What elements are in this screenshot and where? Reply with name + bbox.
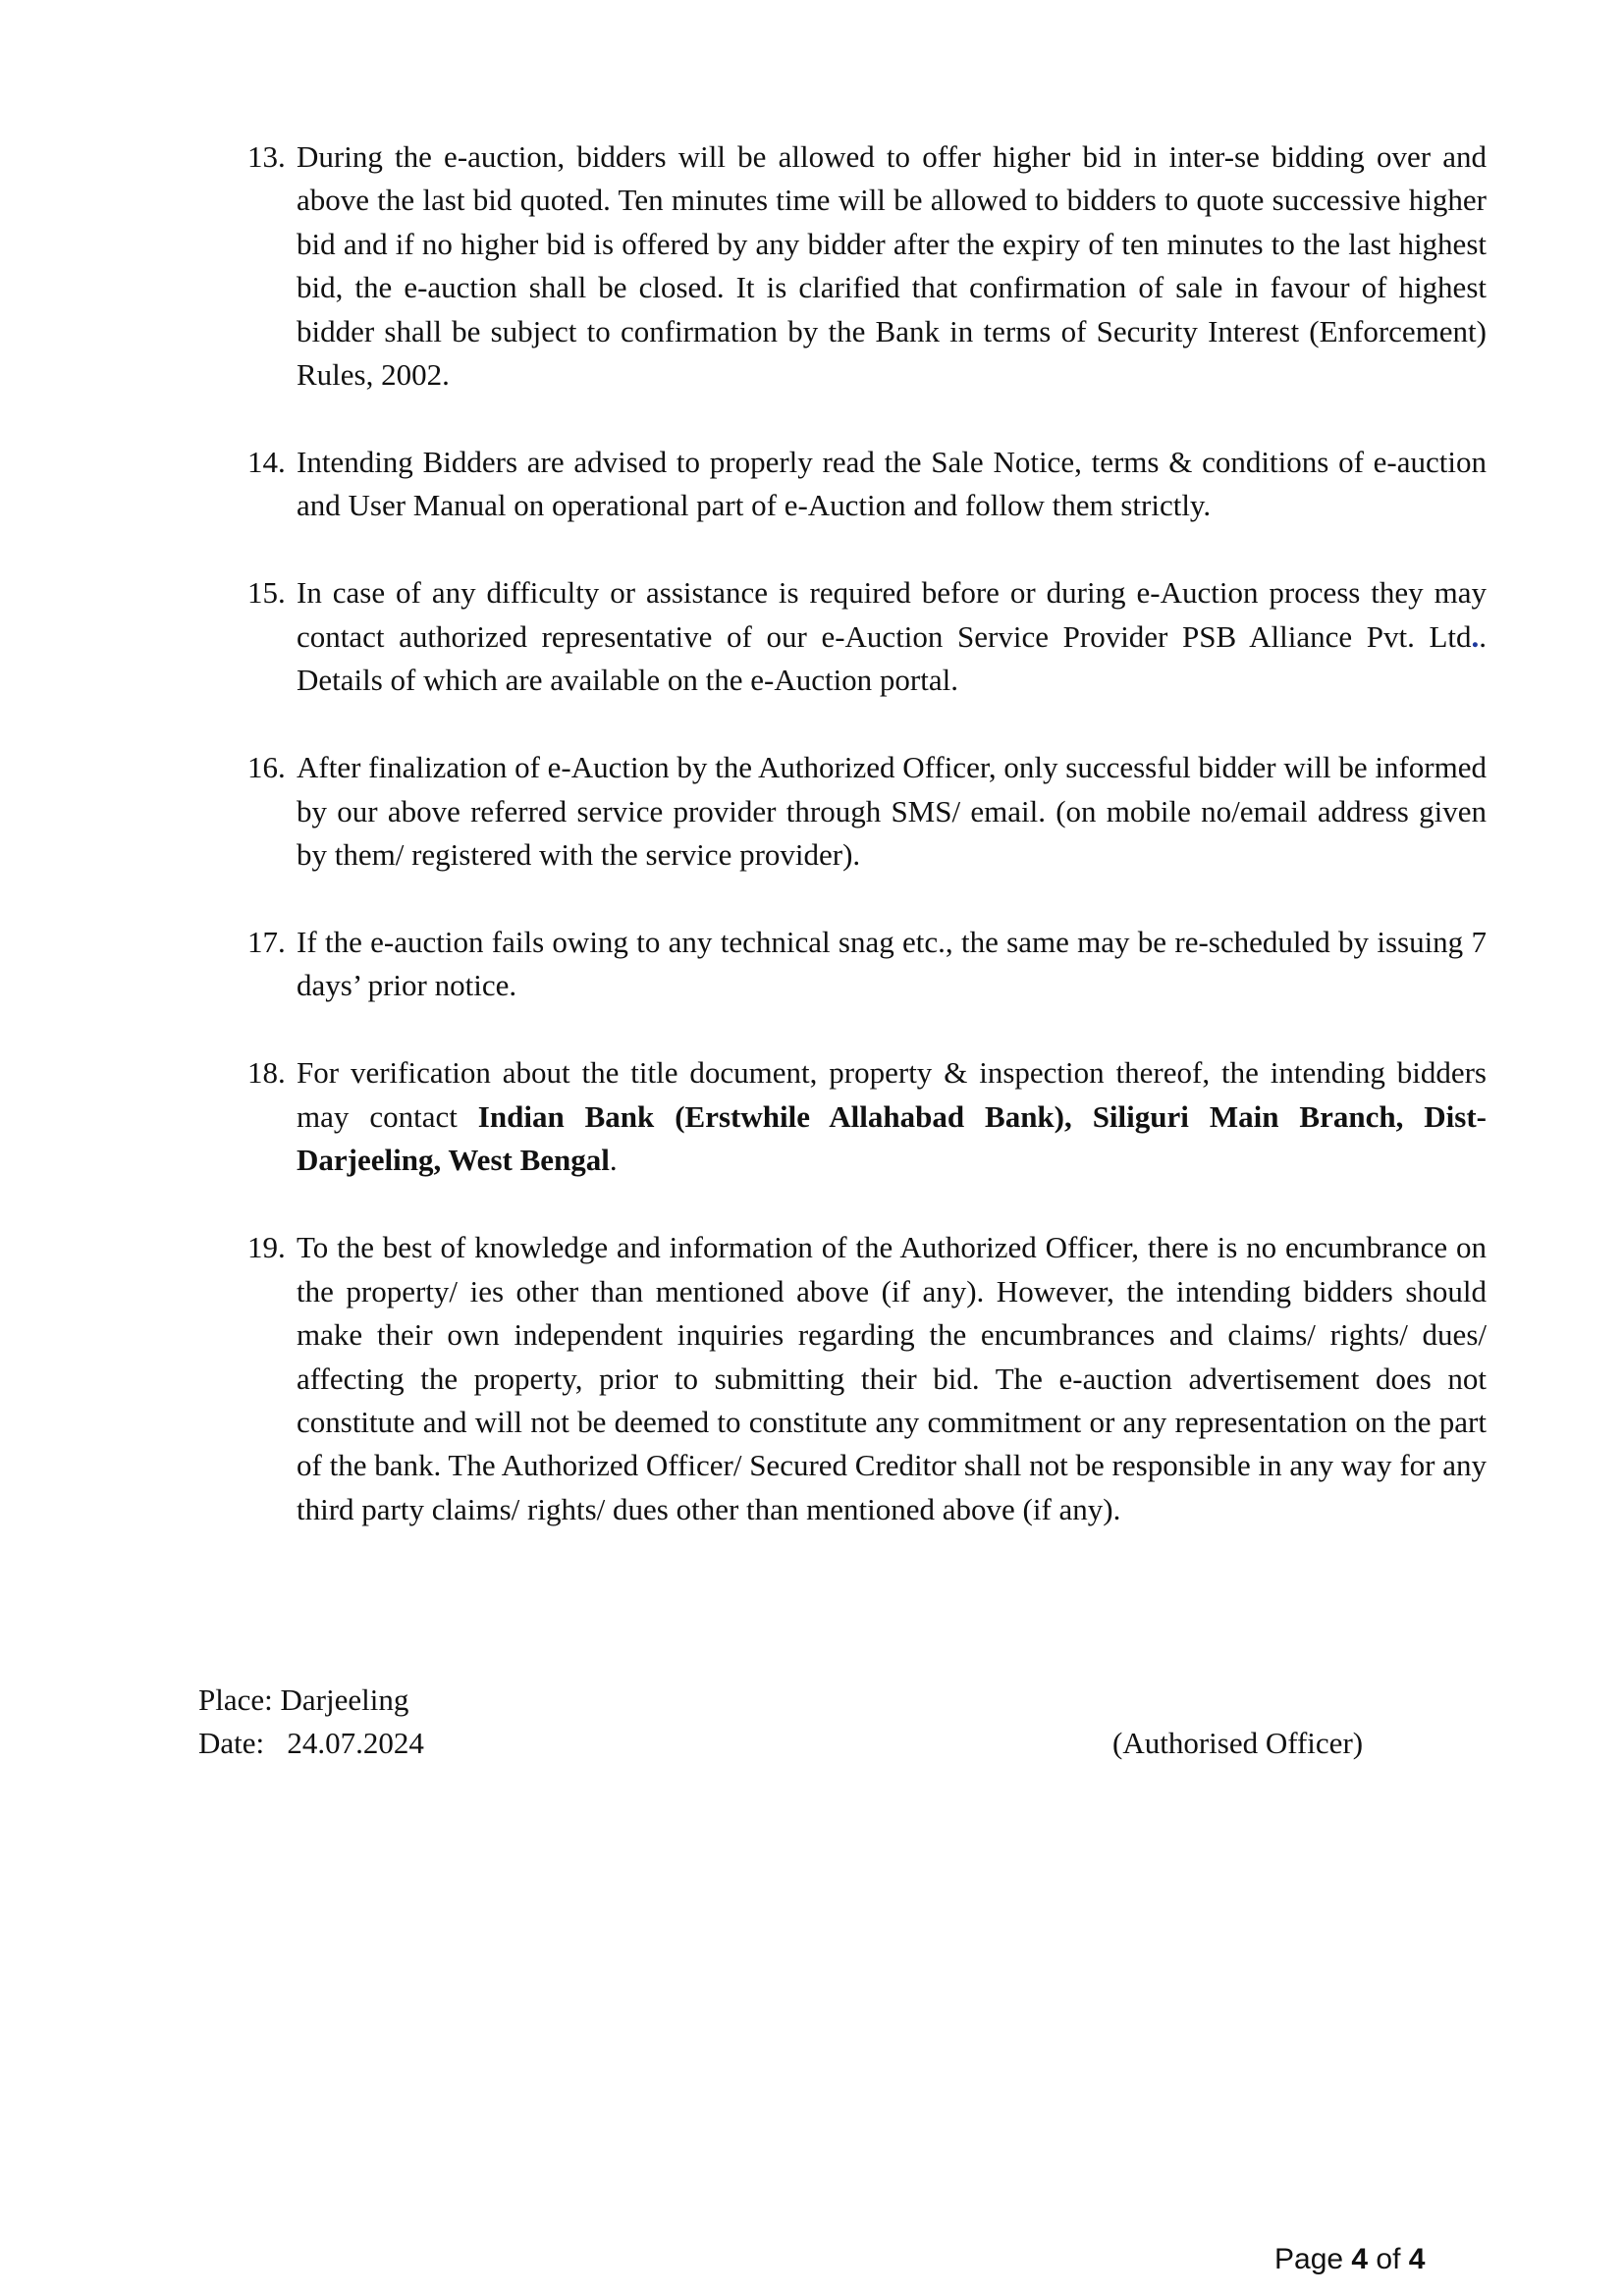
clause-15 — [247, 571, 1487, 702]
clause-text-part: . — [609, 1143, 618, 1178]
clause-number: 18. — [247, 1055, 286, 1091]
clause-number: 13. — [247, 139, 286, 174]
clause-19 — [247, 1226, 1487, 1531]
date-value: 24.07.2024 — [287, 1726, 424, 1760]
page-number — [1274, 2242, 1425, 2277]
clause-18 — [247, 1051, 1487, 1182]
clause-text-part: . Details of which are available on the e-Auction portal. — [297, 618, 1487, 698]
place-value: Darjeeling — [280, 1682, 409, 1717]
clause-17 — [247, 921, 1487, 1008]
clause-number: 16. — [247, 750, 286, 785]
blue-dot-mark: . — [1471, 618, 1480, 654]
authorised-officer-signatory: (Authorised Officer) — [1112, 1726, 1364, 1760]
clause-text: If the e-auction fails owing to any technical snag etc., the same may be re-scheduled by issuing 7 days’ prior notice. — [297, 925, 1487, 1003]
place-label: Place: — [198, 1682, 273, 1717]
page-number-prefix: Page — [1274, 2243, 1352, 2275]
clause-text — [297, 571, 1487, 702]
clause-text: Intending Bidders are advised to properly read the Sale Notice, terms & conditions of e-auction and User Manual on operational part of e-Auction and follow them strictly. — [297, 445, 1487, 523]
clause-number: 17. — [247, 925, 286, 960]
clause-number: 19. — [247, 1230, 286, 1265]
clause-16 — [247, 746, 1487, 877]
clause-number: 15. — [247, 575, 286, 611]
date-label: Date: — [198, 1726, 265, 1760]
clause-text-part: For verification about the title document, property & inspection thereof, the intending bidders may contact — [297, 1055, 1487, 1134]
clause-text — [297, 1051, 1487, 1182]
place-line — [198, 1679, 424, 1722]
clause-14 — [247, 441, 1487, 528]
clause-13 — [247, 135, 1487, 397]
clause-text: To the best of knowledge and information of the Authorized Officer, there is no encumbrance on the property/ ies other than mentioned above (if any). However, the intending bidders should make their own independent inquiries regarding the encumbrances and claims/ rights/ dues/ affecting the property, prior to submitting their bid. The e-auction advertisement does not constitute and will not be deemed to constitute any commitment or any representation on the part of the bank. The Authorized Officer/ Secured Creditor shall not be responsible in any way for any third party claims/ rights/ dues other than mentioned above (if any). — [297, 1230, 1487, 1526]
page-number-total: 4 — [1408, 2243, 1426, 2275]
branch-contact-bold: Indian Bank (Erstwhile Allahabad Bank), Siliguri Main Branch, Dist- Darjeeling, West Bengal — [297, 1098, 1487, 1178]
page-number-middle: of — [1368, 2243, 1409, 2275]
date-line — [198, 1722, 424, 1765]
place-date-block — [198, 1679, 424, 1765]
clause-text-part: In case of any difficulty or assistance is required before or during e-Auction process they may contact authorized representative of our e-Auction Service Provider PSB Alliance Pvt. Ltd — [297, 575, 1487, 654]
page-number-current: 4 — [1351, 2243, 1369, 2275]
clause-text: After finalization of e-Auction by the Authorized Officer, only successful bidder will be informed by our above referred service provider through SMS/ email. (on mobile no/email address given by them/ registered with the service provider). — [297, 750, 1487, 873]
clause-number: 14. — [247, 445, 286, 480]
clause-text: During the e-auction, bidders will be allowed to offer higher bid in inter-se bidding over and above the last bid quoted. Ten minutes time will be allowed to bidders to quote successive higher bid and if no higher bid is offered by any bidder after the expiry of ten minutes to the last highest bid, the e-auction shall be closed. It is clarified that confirmation of sale in favour of highest bidder shall be subject to confirmation by the Bank in terms of Security Interest (Enforcement) Rules, 2002. — [297, 139, 1487, 393]
terms-clause-list — [247, 135, 1487, 1531]
